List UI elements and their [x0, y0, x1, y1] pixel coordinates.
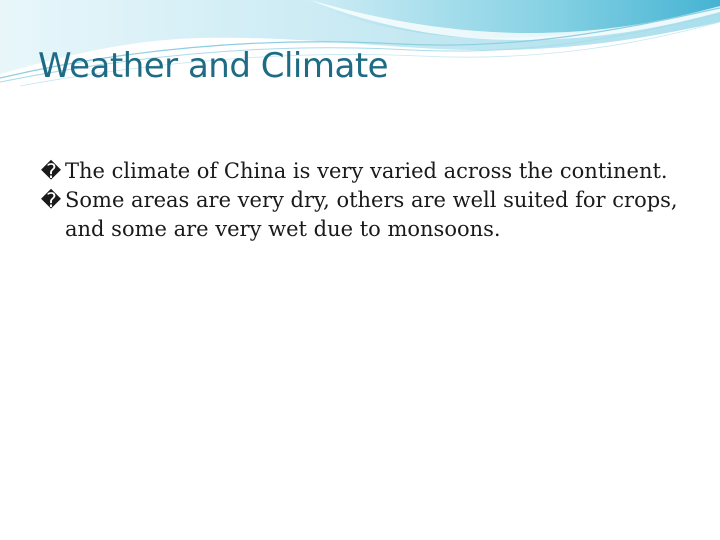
bullet-text: The climate of China is very varied across the continent. — [65, 159, 668, 183]
bullet-marker-icon: � — [40, 159, 62, 183]
bullet-item — [40, 186, 680, 244]
bullet-marker-icon: � — [40, 188, 62, 212]
bullet-list — [40, 157, 680, 244]
slide-title: Weather and Climate — [38, 46, 389, 86]
bullet-item — [40, 157, 680, 186]
bullet-text: Some areas are very dry, others are well suited for crops, and some are very wet due to monsoons. — [65, 188, 678, 241]
